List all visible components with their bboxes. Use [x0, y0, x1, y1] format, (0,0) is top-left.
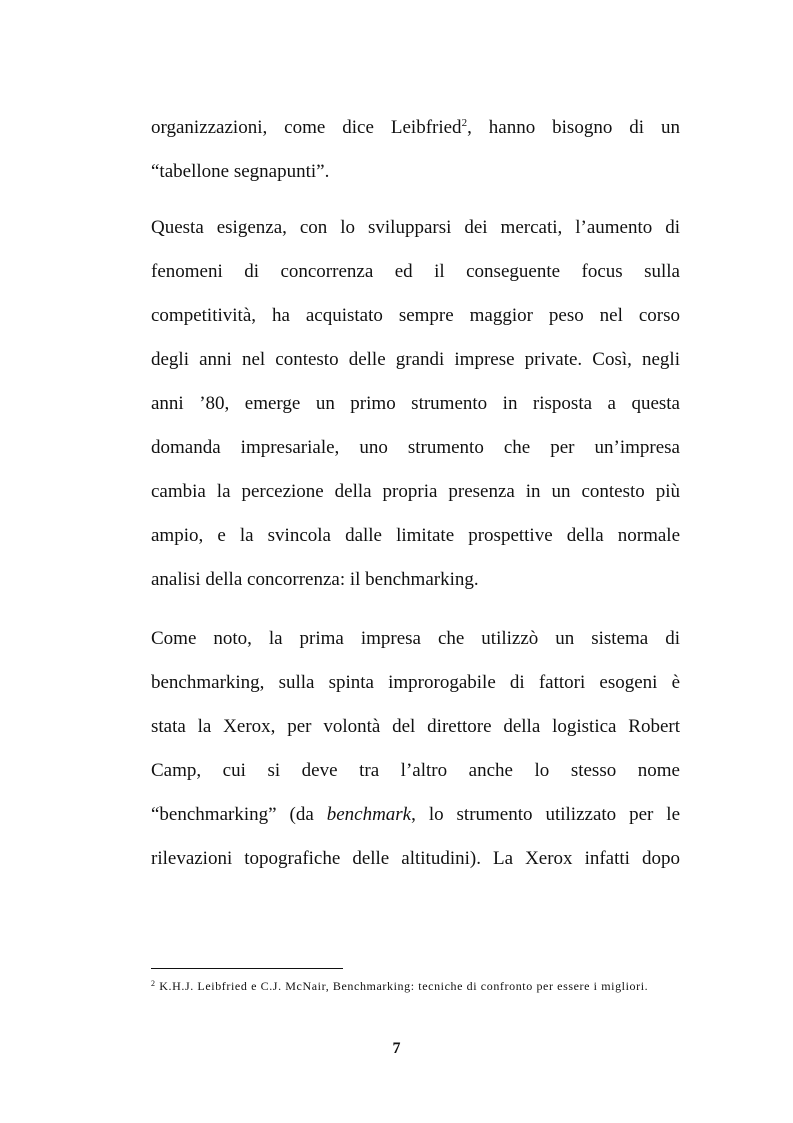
text-line: Come noto, la prima impresa che utilizzò un sistema di	[151, 628, 680, 649]
italic-term: benchmark	[326, 804, 412, 825]
text-line: domanda impresariale, uno strumento che per un’impresa	[151, 437, 680, 458]
text-line: Questa esigenza, con lo svilupparsi dei mercati, l’aumento di	[151, 217, 680, 238]
text-line: stata la Xerox, per volontà del direttore della logistica Robert	[151, 716, 680, 737]
text-line: anni ’80, emerge un primo strumento in risposta a questa	[151, 393, 680, 414]
text-line: benchmarking, sulla spinta improrogabile di fattori esogeni è	[151, 672, 680, 693]
text-line: ampio, e la svincola dalle limitate prospettive della normale	[151, 525, 680, 546]
paragraph-1	[151, 106, 680, 194]
text-line: degli anni nel contesto delle grandi imprese private. Così, negli	[151, 349, 680, 370]
footnote-reference[interactable]: 2	[461, 117, 468, 129]
footnote-separator	[151, 968, 343, 969]
text-line: organizzazioni, come dice Leibfried$^2$, hanno bisogno di un	[151, 117, 680, 138]
text-line: cambia la percezione della propria presenza in un contesto più	[151, 481, 680, 502]
text-line: rilevazioni topografiche delle altitudini). La Xerox infatti dopo	[151, 848, 680, 869]
footnote-marker: 2	[151, 979, 156, 988]
text-line: “tabellone segnapunti”.	[151, 161, 330, 182]
paragraph-2	[151, 206, 680, 602]
text-line: Camp, cui si deve tra l’altro anche lo stesso nome	[151, 760, 680, 781]
page-number: 7	[392, 1040, 401, 1057]
text-line: competitività, ha acquistato sempre maggior peso nel corso	[151, 305, 680, 326]
text-line: analisi della concorrenza: il benchmarking.	[151, 569, 479, 590]
paragraph-3	[151, 617, 680, 881]
footnote	[151, 978, 680, 995]
text-line: “benchmarking” (da benchmark, lo strumento utilizzato per le	[151, 804, 681, 825]
footnote-text: K.H.J. Leibfried e C.J. McNair, Benchmarking: tecniche di confronto per essere i migliori.	[159, 979, 649, 993]
text-line: fenomeni di concorrenza ed il conseguente focus sulla	[151, 261, 680, 282]
